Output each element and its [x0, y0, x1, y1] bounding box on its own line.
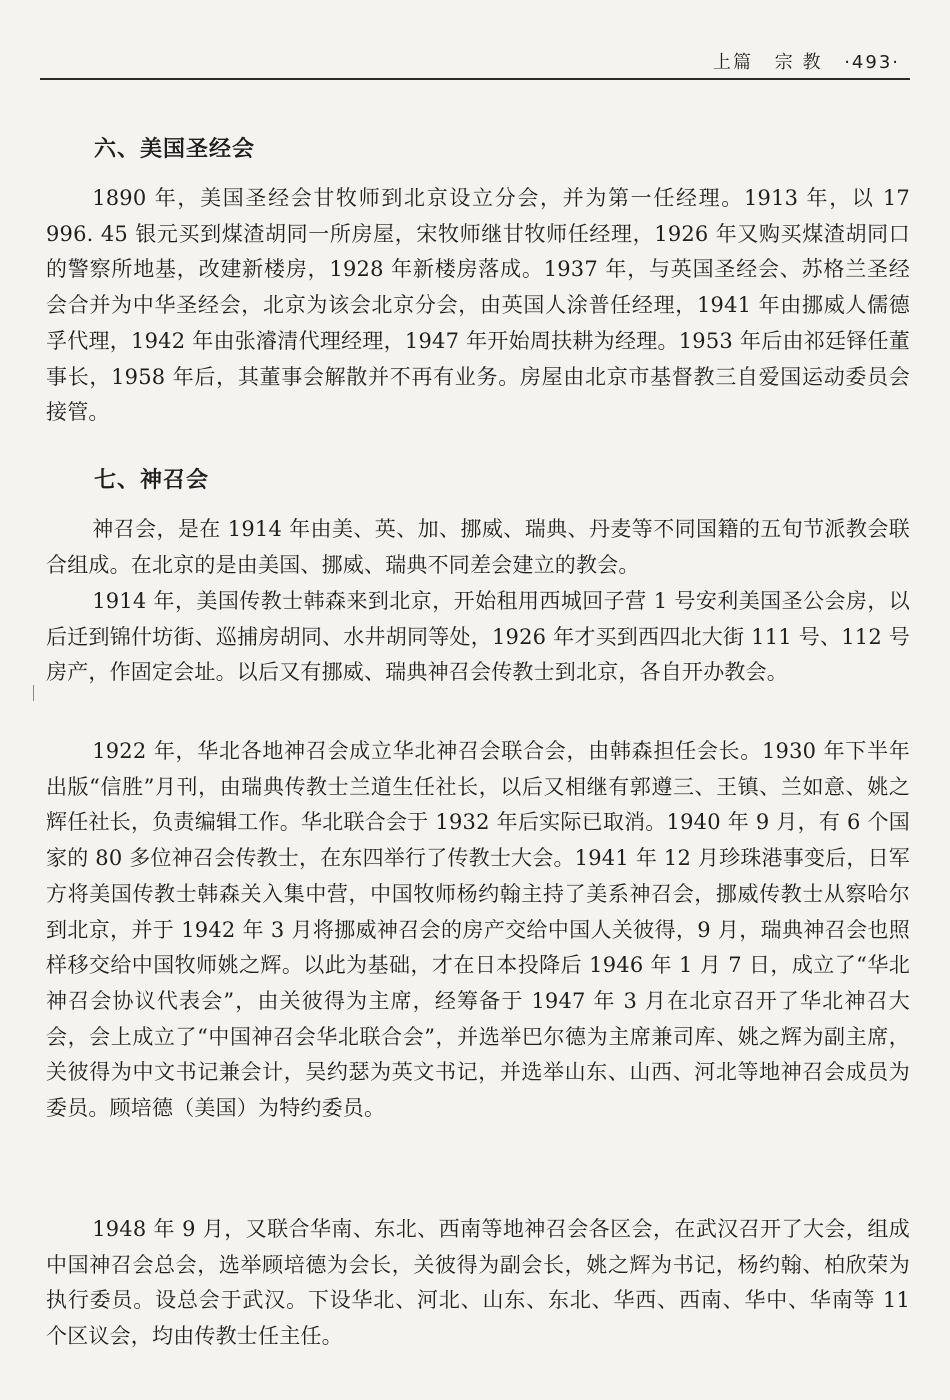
- scan-margin-mark: [33, 685, 38, 701]
- running-header: [40, 46, 910, 80]
- paragraph: 1890 年，美国圣经会甘牧师到北京设立分会，并为第一任经理。1913 年，以 17 996. 45 银元买到煤渣胡同一所房屋，宋牧师继甘牧师任经理，1926 年又购买煤渣胡同口的警察所地基，改建新楼房，1928 年新楼房落成。1937 年，与英国圣经会、苏格兰圣经会合并为中华圣经会，北京为该会北京分会，由英国人涂普任经理，1941 年由挪威人儒德孚代理，1942 年由张濬清代理经理，1947 年开始周扶耕为经理。1953 年后由祁廷铎任董事长，1958 年后，其董事会解散并不再有业务。房屋由北京市基督教三自爱国运动委员会接管。: [46, 186, 910, 425]
- paragraph: 神召会，是在 1914 年由美、英、加、挪威、瑞典、丹麦等不同国籍的五旬节派教会联合组成。在北京的是由美国、挪威、瑞典不同差会建立的教会。: [46, 517, 910, 577]
- page-number: ·493·: [844, 52, 900, 73]
- header-right: [713, 48, 900, 74]
- section-title-bible-society: 六、美国圣经会: [94, 137, 256, 162]
- paragraph: 1922 年，华北各地神召会成立华北神召会联合会，由韩森担任会长。1930 年下半年出版“信胜”月刊，由瑞典传教士兰道生任社长，以后又相继有郭遵三、王镇、兰如意、姚之辉任社长，负责编辑工作。华北联合会于 1932 年后实际已取消。1940 年 9 月，有 6 个国家的 80 多位神召会传教士，在东四举行了传教士大会。1941 年 12 月珍珠港事变后，日军方将美国传教士韩森关入集中营，中国牧师杨约翰主持了美系神召会，挪威传教士从察哈尔到北京，并于 1942 年 3 月将挪威神召会的房产交给中国人关彼得，9 月，瑞典神召会也照样移交给中国牧师姚之辉。以此为基础，才在日本投降后 1946 年 1 月 7 日，成立了“华北神召会协议代表会”，由关彼得为主席，经筹备于 1947 年 3 月在北京召开了华北神召大会，会上成立了“中国神召会华北联合会”，并选举巴尔德为主席兼司库、姚之辉为副主席，关彼得为中文书记兼会计，吴约瑟为英文书记，并选举山东、山西、河北等地神召会成员为委员。顾培德（美国）为特约委员。: [46, 739, 910, 1121]
- header-part: 上篇: [712, 52, 753, 73]
- paragraph: 1948 年 9 月，又联合华南、东北、西南等地神召会各区会，在武汉召开了大会，组成中国神召会总会，选举顾培德为会长，关彼得为副会长，姚之辉为书记，杨约翰、柏欣荣为执行委员。设总会于武汉。下设华北、河北、山东、东北、华西、西南、华中、华南等 11 个区议会，均由传教士任主任。: [46, 1217, 910, 1349]
- section-title-assemblies-of-god: 七、神召会: [94, 468, 210, 493]
- header-chapter: 宗 教: [774, 52, 823, 73]
- paragraph: 1914 年，美国传教士韩森来到北京，开始租用西城回子营 1 号安利美国圣公会房，以后迁到锦什坊街、巡捕房胡同、水井胡同等处，1926 年才买到西四北大街 111 号、112 号房产，作固定会址。以后又有挪威、瑞典神召会传教士到北京，各自开办教会。: [46, 589, 910, 685]
